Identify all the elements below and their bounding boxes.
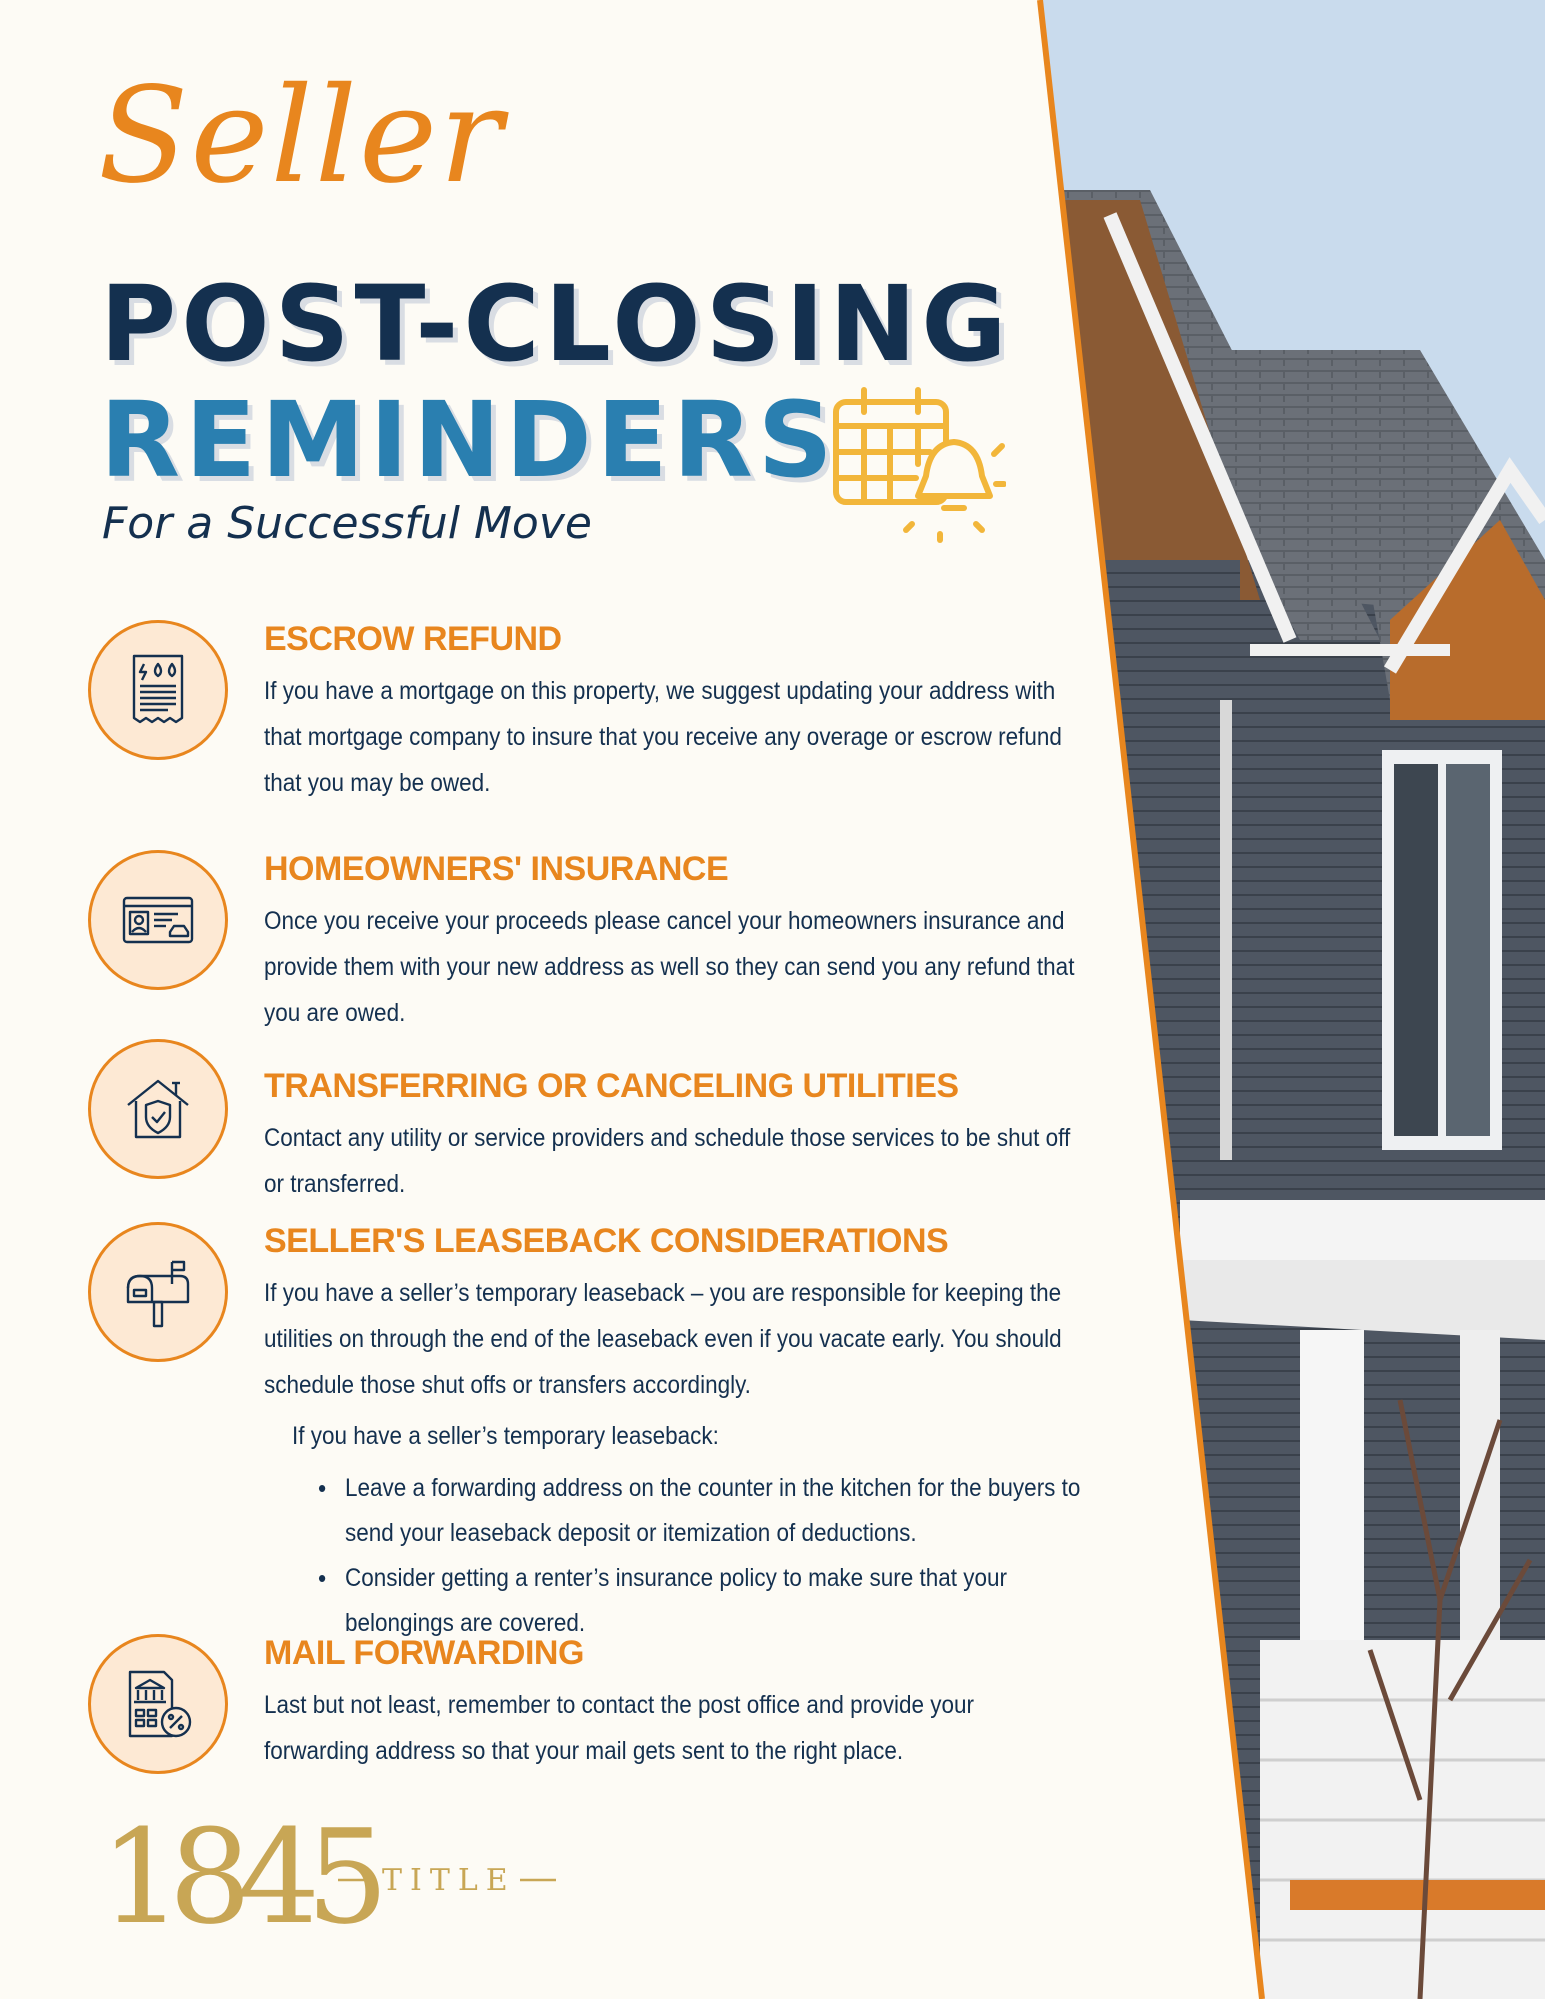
mailbox-icon — [120, 1254, 196, 1330]
section-body: Once you receive your proceeds please cancel your homeowners insurance and provide them with your new address as well so they can send you any refund that you are owed. — [264, 907, 1075, 1027]
house-shield-icon — [120, 1071, 196, 1147]
logo-word: TITLE — [382, 1863, 516, 1898]
circle-badge — [88, 1222, 228, 1362]
circle-badge — [88, 620, 228, 760]
section-title: MAIL FORWARDING — [264, 1634, 584, 1672]
section-body: Contact any utility or service providers and schedule those services to be shut off or transferred. — [264, 1124, 1071, 1198]
page-title-line1: POST-CLOSING — [100, 263, 1012, 385]
section-body: If you have a seller’s temporary leaseback – you are responsible for keeping the utilities on through the end of the leaseback even if you vacate early. You should schedule those shut offs or transfers accordingly. — [264, 1279, 1062, 1399]
page-title-line2: REMINDERS — [100, 379, 838, 501]
list-item: • Consider getting a renter’s insurance policy to make sure that your belongings are covered. — [318, 1556, 1119, 1646]
section-title: ESCROW REFUND — [264, 620, 562, 658]
calendar-bell-icon — [826, 384, 1006, 544]
circle-badge — [88, 850, 228, 990]
section-body: Last but not least, remember to contact the post office and provide your forwarding address so that your mail gets sent to the right place. — [264, 1691, 975, 1765]
bank-document-icon — [120, 1666, 196, 1742]
receipt-icon — [120, 652, 196, 728]
circle-badge — [88, 1039, 228, 1179]
section-title: SELLER'S LEASEBACK CONSIDERATIONS — [264, 1222, 949, 1260]
circle-badge — [88, 1634, 228, 1774]
company-logo — [100, 1810, 560, 1940]
leaseback-bullet-list — [318, 1466, 1119, 1646]
leaseback-sub-intro: If you have a seller’s temporary leaseback: — [292, 1422, 719, 1450]
section-title: HOMEOWNERS' INSURANCE — [264, 850, 729, 888]
logo-number: 1845 — [100, 1810, 375, 1940]
list-item: • Leave a forwarding address on the counter in the kitchen for the buyers to send your leaseback deposit or itemization of deductions. — [318, 1466, 1119, 1556]
section-title: TRANSFERRING OR CANCELING UTILITIES — [264, 1067, 959, 1105]
script-title: Seller — [98, 59, 505, 213]
id-card-icon — [120, 882, 196, 958]
page-subtitle: For a Successful Move — [102, 498, 592, 549]
section-body: If you have a mortgage on this property, we suggest updating your address with that mortgage company to insure that you receive any overage or escrow refund that you may be owed. — [264, 677, 1062, 797]
